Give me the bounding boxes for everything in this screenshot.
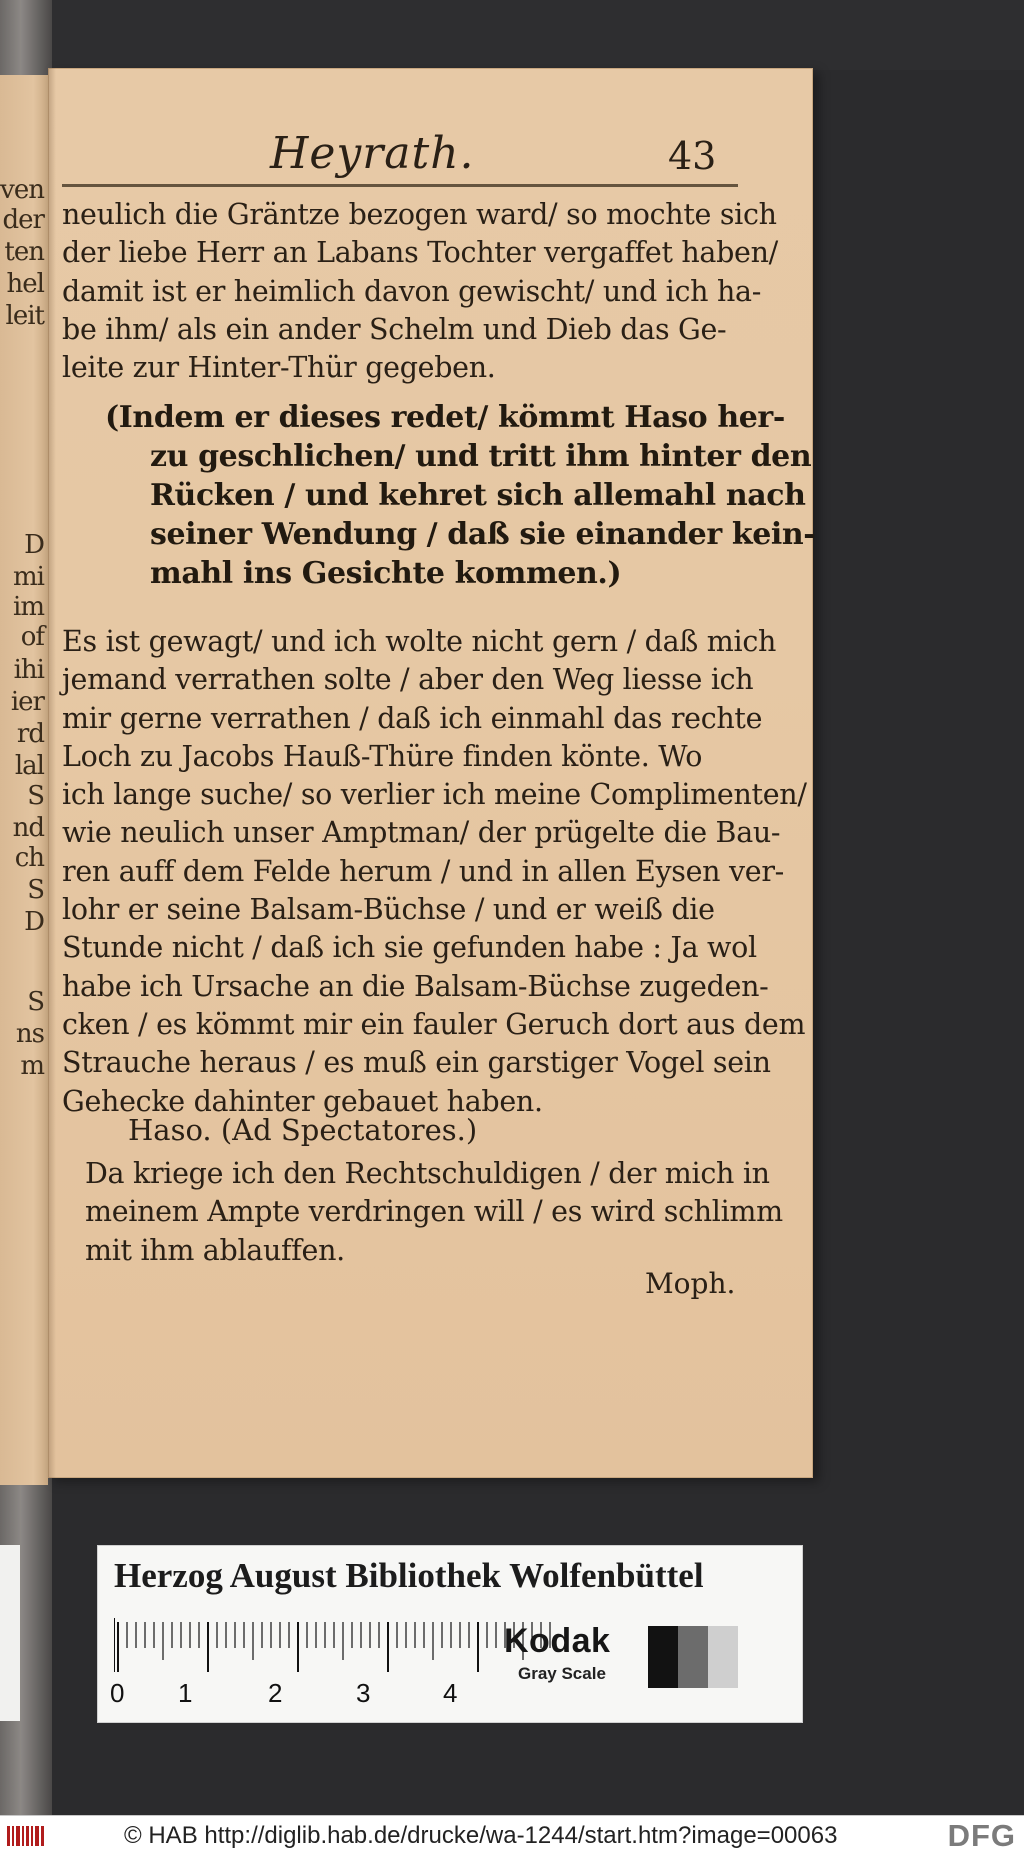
text-line: be ihm/ als ein ander Schelm und Dieb das Ge- — [62, 312, 727, 346]
gray-swatches — [648, 1626, 738, 1688]
barcode-logo-icon — [6, 1824, 46, 1848]
facing-page-fragment: nd — [12, 813, 44, 843]
text-line: (Indem er dieses redet/ kömmt Haso her- — [105, 400, 785, 435]
gray-swatch — [708, 1626, 738, 1688]
gray-swatch — [678, 1626, 708, 1688]
text-line: leite zur Hinter-Thür gegeben. — [62, 351, 496, 385]
header-rule — [62, 184, 738, 187]
facing-page-fragment: S — [27, 781, 44, 811]
facing-page-fragment: ven — [0, 175, 44, 205]
color-target-card — [97, 1545, 803, 1723]
library-name: Herzog August Bibliothek Wolfenbüttel — [114, 1556, 704, 1595]
text-line: lohr er seine Balsam-Büchse / und er weiß die — [62, 893, 715, 927]
text-block-1 — [62, 196, 778, 387]
facing-page-fragment: leit — [5, 301, 44, 331]
ruler-number: 2 — [268, 1678, 283, 1708]
facing-page-fragment: S — [27, 875, 44, 905]
ruler-number: 0 — [110, 1678, 125, 1708]
catchword: Moph. — [645, 1267, 736, 1300]
page-number: 43 — [668, 134, 717, 178]
gray-swatch — [648, 1626, 678, 1688]
text-line: mir gerne verrathen / daß ich einmahl das rechte — [62, 701, 763, 735]
facing-page-fragment: ier — [10, 687, 44, 717]
speaker-heading: Haso. (Ad Spectatores.) — [128, 1113, 478, 1147]
adjacent-target-edge — [0, 1545, 20, 1721]
text-line: ren auff dem Felde herum / und in allen Eysen ver- — [62, 854, 784, 888]
page-gutter-shadow — [48, 68, 56, 1478]
facing-page-fragment: ihi — [13, 655, 44, 685]
text-line: damit ist er heimlich davon gewischt/ und ich ha- — [62, 274, 762, 308]
text-line: der liebe Herr an Labans Tochter vergaffet haben/ — [62, 236, 778, 270]
text-line: Stunde nicht / daß ich sie gefunden habe : Ja wol — [62, 931, 757, 965]
text-line: zu geschlichen/ und tritt ihm hinter den — [150, 439, 812, 474]
text-line: jemand verrathen solte / aber den Weg liesse ich — [62, 663, 754, 697]
facing-page-fragment: D — [24, 530, 44, 560]
facing-page-fragment: ch — [14, 843, 44, 873]
text-line: Strauche heraus / es muß ein garstiger Vogel sein — [62, 1046, 771, 1080]
text-block-3 — [85, 1155, 783, 1270]
text-line: mahl ins Gesichte kommen.) — [150, 556, 622, 591]
text-line: seiner Wendung / daß sie einander kein- — [150, 517, 816, 552]
facing-page-fragment: of — [20, 622, 44, 652]
facing-page-fragment: im — [13, 592, 44, 622]
footer-copyright-link[interactable]: © HAB http://diglib.hab.de/drucke/wa-1244/start.htm?image=00063 — [124, 1822, 838, 1849]
kodak-logo: Kodak — [504, 1622, 611, 1660]
ruler-number: 4 — [443, 1678, 458, 1708]
dfg-logo: DFG — [947, 1818, 1016, 1853]
text-line: Rücken / und kehret sich allemahl nach — [150, 478, 806, 513]
text-line: Gehecke dahinter gebauet haben. — [62, 1084, 543, 1118]
text-line: Loch zu Jacobs Hauß-Thüre finden könte. Wo — [62, 739, 703, 773]
text-line: neulich die Gräntze bezogen ward/ so mochte sich — [62, 198, 777, 231]
text-line: Es ist gewagt/ und ich wolte nicht gern / daß mich — [62, 625, 777, 658]
facing-page-fragment: der — [2, 205, 44, 235]
scanner-background-top — [0, 0, 1024, 70]
facing-page-fragment: mi — [13, 562, 44, 592]
stage-direction — [105, 398, 816, 593]
facing-page-fragment: ten — [4, 237, 44, 267]
gray-scale-label: Gray Scale — [518, 1664, 606, 1683]
facing-page-fragment: lal — [14, 751, 44, 781]
facing-page-fragment: S — [27, 987, 44, 1017]
text-line: ich lange suche/ so verlier ich meine Complimenten/ — [62, 778, 807, 812]
facing-page-edge — [0, 75, 48, 1485]
running-head: Heyrath. — [270, 128, 475, 179]
facing-page-fragment: m — [20, 1051, 44, 1081]
text-line: habe ich Ursache an die Balsam-Büchse zugeden- — [62, 969, 769, 1003]
ruler-number: 1 — [178, 1678, 193, 1708]
facing-page-fragment: D — [24, 907, 44, 937]
text-line: cken / es kömmt mir ein fauler Geruch dort aus dem — [62, 1007, 806, 1041]
facing-page-fragment: hel — [6, 269, 44, 299]
ruler-number: 3 — [356, 1678, 371, 1708]
text-line: Da kriege ich den Rechtschuldigen / der mich in — [85, 1157, 770, 1190]
text-line: mit ihm ablauffen. — [85, 1233, 345, 1267]
text-line: wie neulich unser Amptman/ der prügelte die Bau- — [62, 816, 781, 850]
facing-page-fragment: rd — [16, 719, 44, 749]
text-block-2 — [62, 623, 807, 1121]
footer-bar — [0, 1815, 1024, 1857]
text-line: meinem Ampte verdringen will / es wird schlimm — [85, 1195, 783, 1229]
facing-page-fragment: ns — [15, 1019, 44, 1049]
